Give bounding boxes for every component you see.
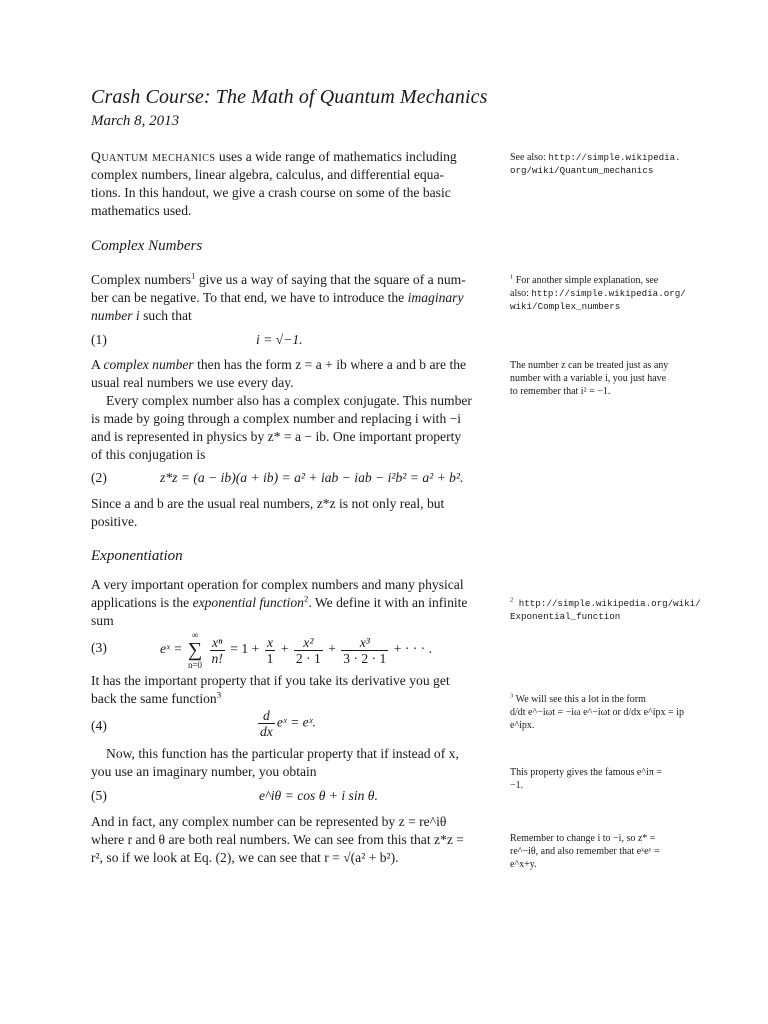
url-link[interactable]: http://simple.wikipedia. <box>548 152 681 163</box>
document-title: Crash Course: The Math of Quantum Mechanics <box>91 86 488 108</box>
margin-note-footnote-2: $^2$ http://simple.wikipedia.org/wiki/ Exponential_function <box>510 597 710 623</box>
margin-note-footnote-1: $^1$ For another simple explanation, see also: http://simple.wikipedia.org/ wiki/Complex_numbers <box>510 274 710 313</box>
summation: ∞ ∑ n=0 <box>187 630 203 670</box>
section-heading-complex-numbers: Complex Numbers <box>91 238 203 254</box>
url-link[interactable]: http://simple.wikipedia.org/wiki/ <box>513 598 701 609</box>
margin-note-euler: This property gives the famous e^iπ = −1. <box>510 767 663 791</box>
equation-number: (3) <box>91 640 107 655</box>
equation-number: (2) <box>91 470 107 485</box>
exp-paragraph-2: It has the important property that if you take its derivative you get back the same function$^3$ <box>91 673 450 706</box>
url-link[interactable]: wiki/Complex_numbers <box>510 301 621 312</box>
intro-paragraph: Quantum mechanics uses a wide range of mathematics including complex numbers, linear algebra, calculus, and differential equa- tions. In this handout, we give a crash course on some of the basic mathematics used. <box>91 149 457 218</box>
footnote-ref-1: 1 <box>191 270 196 281</box>
margin-note-footnote-3: $^3$ We will see this a lot in the form d/dt e^−iωt = −iω e^−iωt or d/dx e^ipx = ip e^ipx. <box>510 692 684 731</box>
margin-note-conjugate: Remember to change i to −i, so z* = re^−iθ, and also remember that eˣeʸ = e^x+y. <box>510 833 660 870</box>
margin-note-see-also: See also: http://simple.wikipedia. org/wiki/Quantum_mechanics <box>510 151 710 177</box>
complex-paragraph-2: A complex number then has the form z = a + ib where a and b are the usual real numbers we use every day. Every complex number also has a complex conjugate. This number is made by going through a complex number and replacing i with −i and is represented in physics by z* = a − ib. One important property of this conjugation is <box>91 357 472 462</box>
exp-paragraph-1: A very important operation for complex numbers and many physical applications is the exponential function$^2$. We define it with an infinite sum <box>91 577 468 628</box>
footnote-ref-2: 2 <box>303 593 309 604</box>
url-link[interactable]: Exponential_function <box>510 611 621 622</box>
exp-paragraph-3: Now, this function has the particular property that if instead of x, you use an imaginary number, you obtain <box>91 746 459 779</box>
footnote-ref-3: 3 <box>216 689 222 700</box>
url-link[interactable]: http://simple.wikipedia.org/ <box>531 288 686 299</box>
equation-number: (5) <box>91 788 107 803</box>
document-date: March 8, 2013 <box>91 113 180 129</box>
section-heading-exponentiation: Exponentiation <box>91 548 183 564</box>
margin-note-variable-i: The number z can be treated just as any number with a variable i, you just have to remember that i² = −1. <box>510 360 669 397</box>
equation-4: (4) $\frac{d}{dx}$ eˣ = eˣ. <box>91 708 316 739</box>
url-link[interactable]: org/wiki/Quantum_mechanics <box>510 165 654 176</box>
exp-paragraph-4: And in fact, any complex number can be represented by z = re^iθ where r and θ are both real numbers. We can see from this that z*z = r², so if we look at Eq. (2), we can see that r = √(a² + b²). <box>91 814 464 865</box>
complex-paragraph-3: Since a and b are the usual real numbers, z*z is not only real, but positive. <box>91 496 445 529</box>
equation-number: (4) <box>91 718 107 733</box>
equation-number: (1) <box>91 332 107 347</box>
document-page: Crash Course: The Math of Quantum Mechanics March 8, 2013 Quantum mechanics uses a wide range of mathematics including complex numbers, linear algebra, calculus, and differential equa- tions. In this handout, we give a crash course on some of the basic mathematics used. Complex Numbers Complex numbers$^1$ give us a way of saying that the square of a num- ber can be negative. To that end, we have to introduce the imaginary number i such that (1) i = √−1. A complex number then has the form z = a + ib where a and b are the usual real numbers we use every day. Every complex number also has a complex conjugate. This number is made by going through a complex number and replacing i with −i and is represented in physics by z* = a − ib. One important property of this conjugation is (2) z*z = (a − ib)(a + ib) = a² + iab − iab − i²b² = a² + b². Since a and b are the usual real numbers, z*z is not only real, but positive. Exponentiation A very important operation for complex numbers and many physical applications is the exponential function$^2$. We define it with an infinite sum (3) eˣ = ∞ ∑ n=0 $\frac{\text{xⁿ}}{n!}$ = 1 + $\frac{x}{1}$ + $\frac{\text{x²}}{2 \cdot 1}$ + $\frac{\text{x³}}{3 \cdot 2 \cdot 1}$ + · · · . It has the important property that if you take its derivative you get back the same function$^3$ (4) $\frac{d}{dx}$ eˣ = eˣ. Now, this function has the particular property that if instead of x, you use an imaginary number, you obtain (5) e^iθ = cos θ + i sin θ. And in fact, any complex number can be represented by z = re^iθ where r and θ are both real numbers. We can see from this that z*z = r², so if we look at Eq. (2), we can see that r = √(a² + b²). See also: http://simple.wikipedia. org/wiki/Quantum_mechanics $^1$ For another simple explanation, see also: http://simple.wikipedia.org/ wiki/Complex_numbers The number z can be treated just as any number with a variable i, you just have to remember that i² = −1. $^2$ http://simple.wikipedia.org/wiki/ Exponential_function $^3$ We will see this a lot in the form d/dt e^−iωt = −iω e^−iωt or d/dx e^ipx = ip e^ipx. This property gives the famous e^iπ = −1. Remember to change i to −i, so z* = re^−iθ, and also remember that eˣeʸ = e^x+y. <box>0 0 768 1024</box>
intro-lead: Quantum mechanics <box>91 149 216 164</box>
complex-paragraph-1: Complex numbers$^1$ give us a way of saying that the square of a num- ber can be negative. To that end, we have to introduce the imaginary number i such that <box>91 270 466 323</box>
equation-3: (3) eˣ = ∞ ∑ n=0 $\frac{\text{xⁿ}}{n!}$ = 1 + $\frac{x}{1}$ + $\frac{\text{x²}}{2 \cdot 1}$ + $\frac{\text{x³}}{3 \cdot 2 \cdot 1}$ + · · · . <box>91 630 432 670</box>
